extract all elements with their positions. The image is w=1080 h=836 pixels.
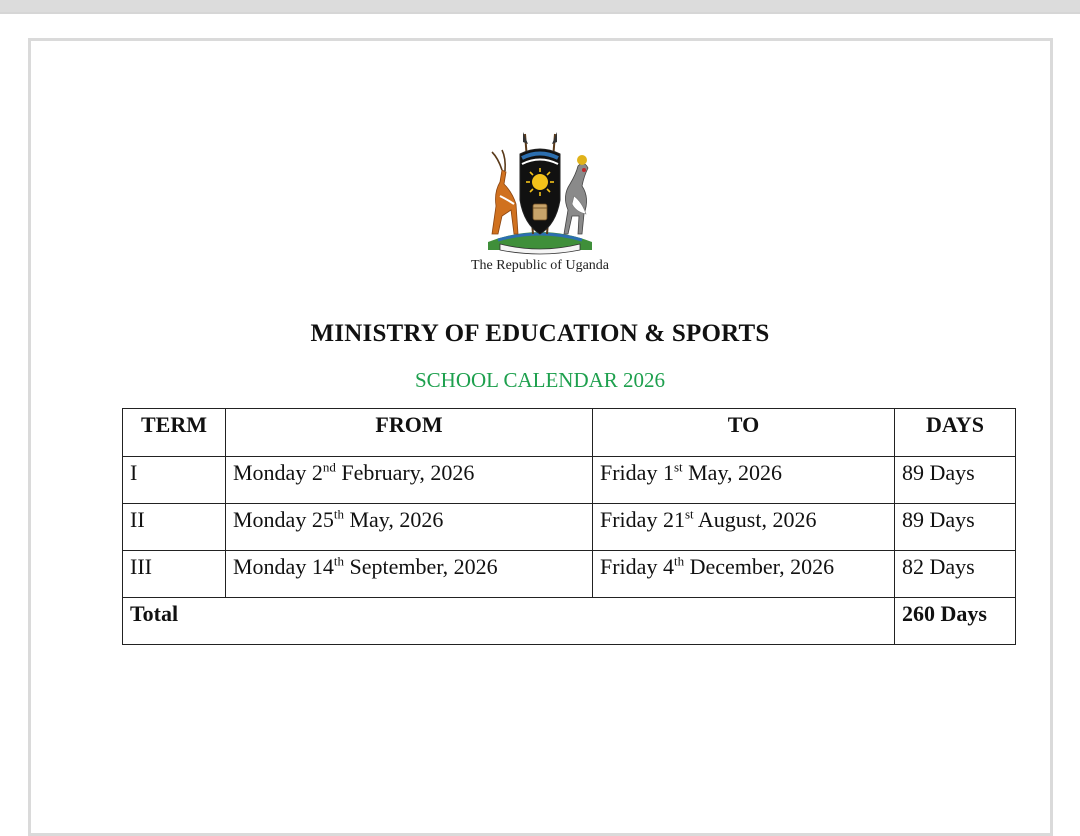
column-header-term: TERM bbox=[123, 409, 226, 457]
term-cell: II bbox=[123, 504, 226, 551]
republic-label: The Republic of Uganda bbox=[470, 258, 609, 273]
from-cell: Monday 2nd February, 2026 bbox=[226, 457, 593, 504]
days-cell: 82 Days bbox=[895, 551, 1016, 598]
days-cell: 89 Days bbox=[895, 457, 1016, 504]
total-days: 260 Days bbox=[895, 598, 1016, 645]
total-row bbox=[123, 598, 1016, 645]
from-cell: Monday 14th September, 2026 bbox=[226, 551, 593, 598]
to-cell: Friday 21st August, 2026 bbox=[593, 504, 895, 551]
term-cell: I bbox=[123, 457, 226, 504]
table-row bbox=[123, 504, 1016, 551]
column-header-from: FROM bbox=[226, 409, 593, 457]
calendar-title: SCHOOL CALENDAR 2026 bbox=[414, 368, 666, 392]
to-cell: Friday 1st May, 2026 bbox=[593, 457, 895, 504]
ministry-heading: MINISTRY OF EDUCATION & SPORTS bbox=[310, 320, 770, 347]
table-row bbox=[123, 457, 1016, 504]
to-cell: Friday 4th December, 2026 bbox=[593, 551, 895, 598]
table-row bbox=[123, 551, 1016, 598]
uganda-coat-of-arms-icon bbox=[478, 130, 602, 256]
column-header-days: DAYS bbox=[895, 409, 1016, 457]
from-cell: Monday 25th May, 2026 bbox=[226, 504, 593, 551]
school-calendar-table bbox=[122, 408, 1016, 645]
column-header-to: TO bbox=[593, 409, 895, 457]
term-cell: III bbox=[123, 551, 226, 598]
days-cell: 89 Days bbox=[895, 504, 1016, 551]
total-label: Total bbox=[123, 598, 895, 645]
table-header-row bbox=[123, 409, 1016, 457]
